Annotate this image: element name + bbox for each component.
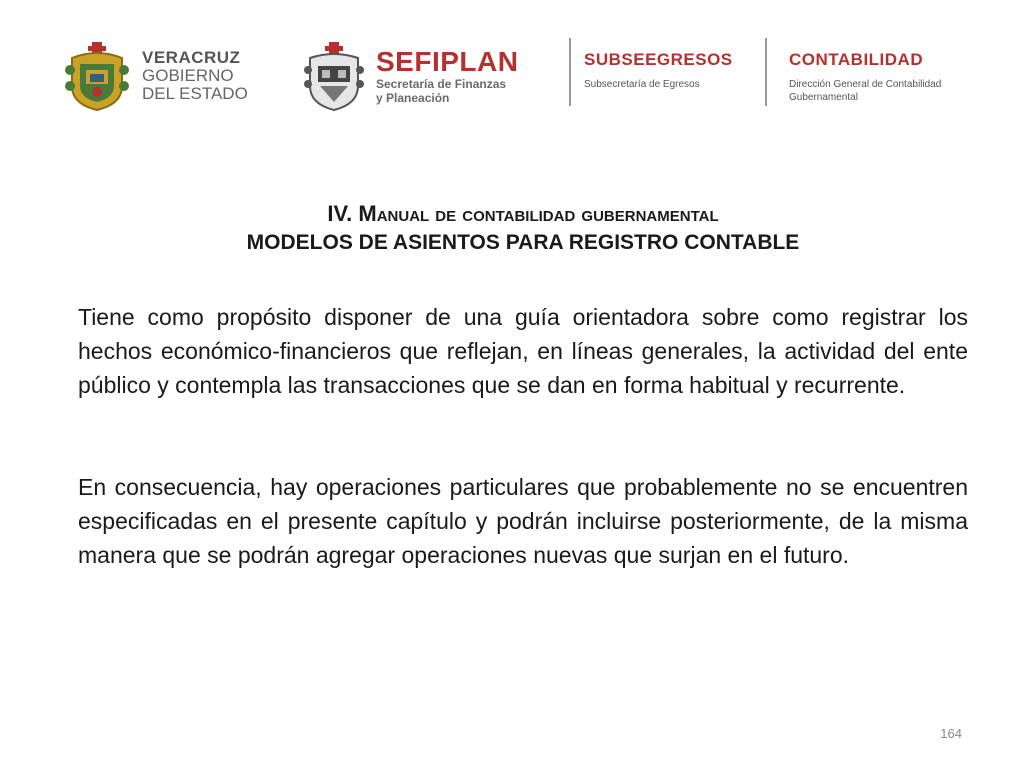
paragraph-purpose: Tiene como propósito disponer de una guía orientadora sobre como registrar los hechos económico-financieros que reflejan, en líneas generales, la actividad del ente público y contempla las transacciones que se dan en forma habitual y recurrente. (78, 304, 968, 398)
logo-header (0, 0, 1024, 130)
header-divider (765, 38, 767, 106)
sefiplan-name: SEFIPLAN (376, 46, 519, 77)
veracruz-gobierno: GOBIERNO (142, 66, 234, 85)
contabilidad-subtitle-line2: Gubernamental (789, 92, 858, 103)
sefiplan-planeacion: y Planeación (376, 91, 450, 105)
slide-headings (78, 200, 968, 258)
main-title: MODELOS DE ASIENTOS PARA REGISTRO CONTABLE (246, 231, 800, 254)
section-title: IV. Manual de contabilidad gubernamental (327, 201, 719, 226)
veracruz-coat-of-arms-icon (62, 40, 132, 112)
header-divider (569, 38, 571, 106)
veracruz-logo (62, 40, 248, 112)
subseegresos-subtitle: Subsecretaría de Egresos (584, 79, 700, 90)
paragraph-consequence: En consecuencia, hay operaciones particulares que probablemente no se encuentren especificadas en el presente capítulo y podrán incluirse posteriormente, de la misma manera que se podrán agregar operaciones nuevas que surjan en el futuro. (78, 474, 968, 568)
veracruz-name: VERACRUZ (142, 48, 241, 67)
sefiplan-secretaria: Secretaría de Finanzas (376, 77, 507, 91)
sefiplan-wordmark (376, 47, 518, 105)
contabilidad-name: CONTABILIDAD (789, 50, 924, 69)
subseegresos-name: SUBSEEGRESOS (584, 50, 733, 69)
sefiplan-shield-icon (302, 40, 366, 112)
subseegresos-logo (584, 50, 733, 91)
contabilidad-subtitle-line1: Dirección General de Contabilidad (789, 79, 942, 90)
sefiplan-logo (302, 40, 518, 112)
veracruz-wordmark (142, 49, 248, 103)
page-number: 164 (940, 726, 962, 741)
veracruz-del-estado: DEL ESTADO (142, 84, 248, 103)
contabilidad-logo (789, 50, 941, 104)
